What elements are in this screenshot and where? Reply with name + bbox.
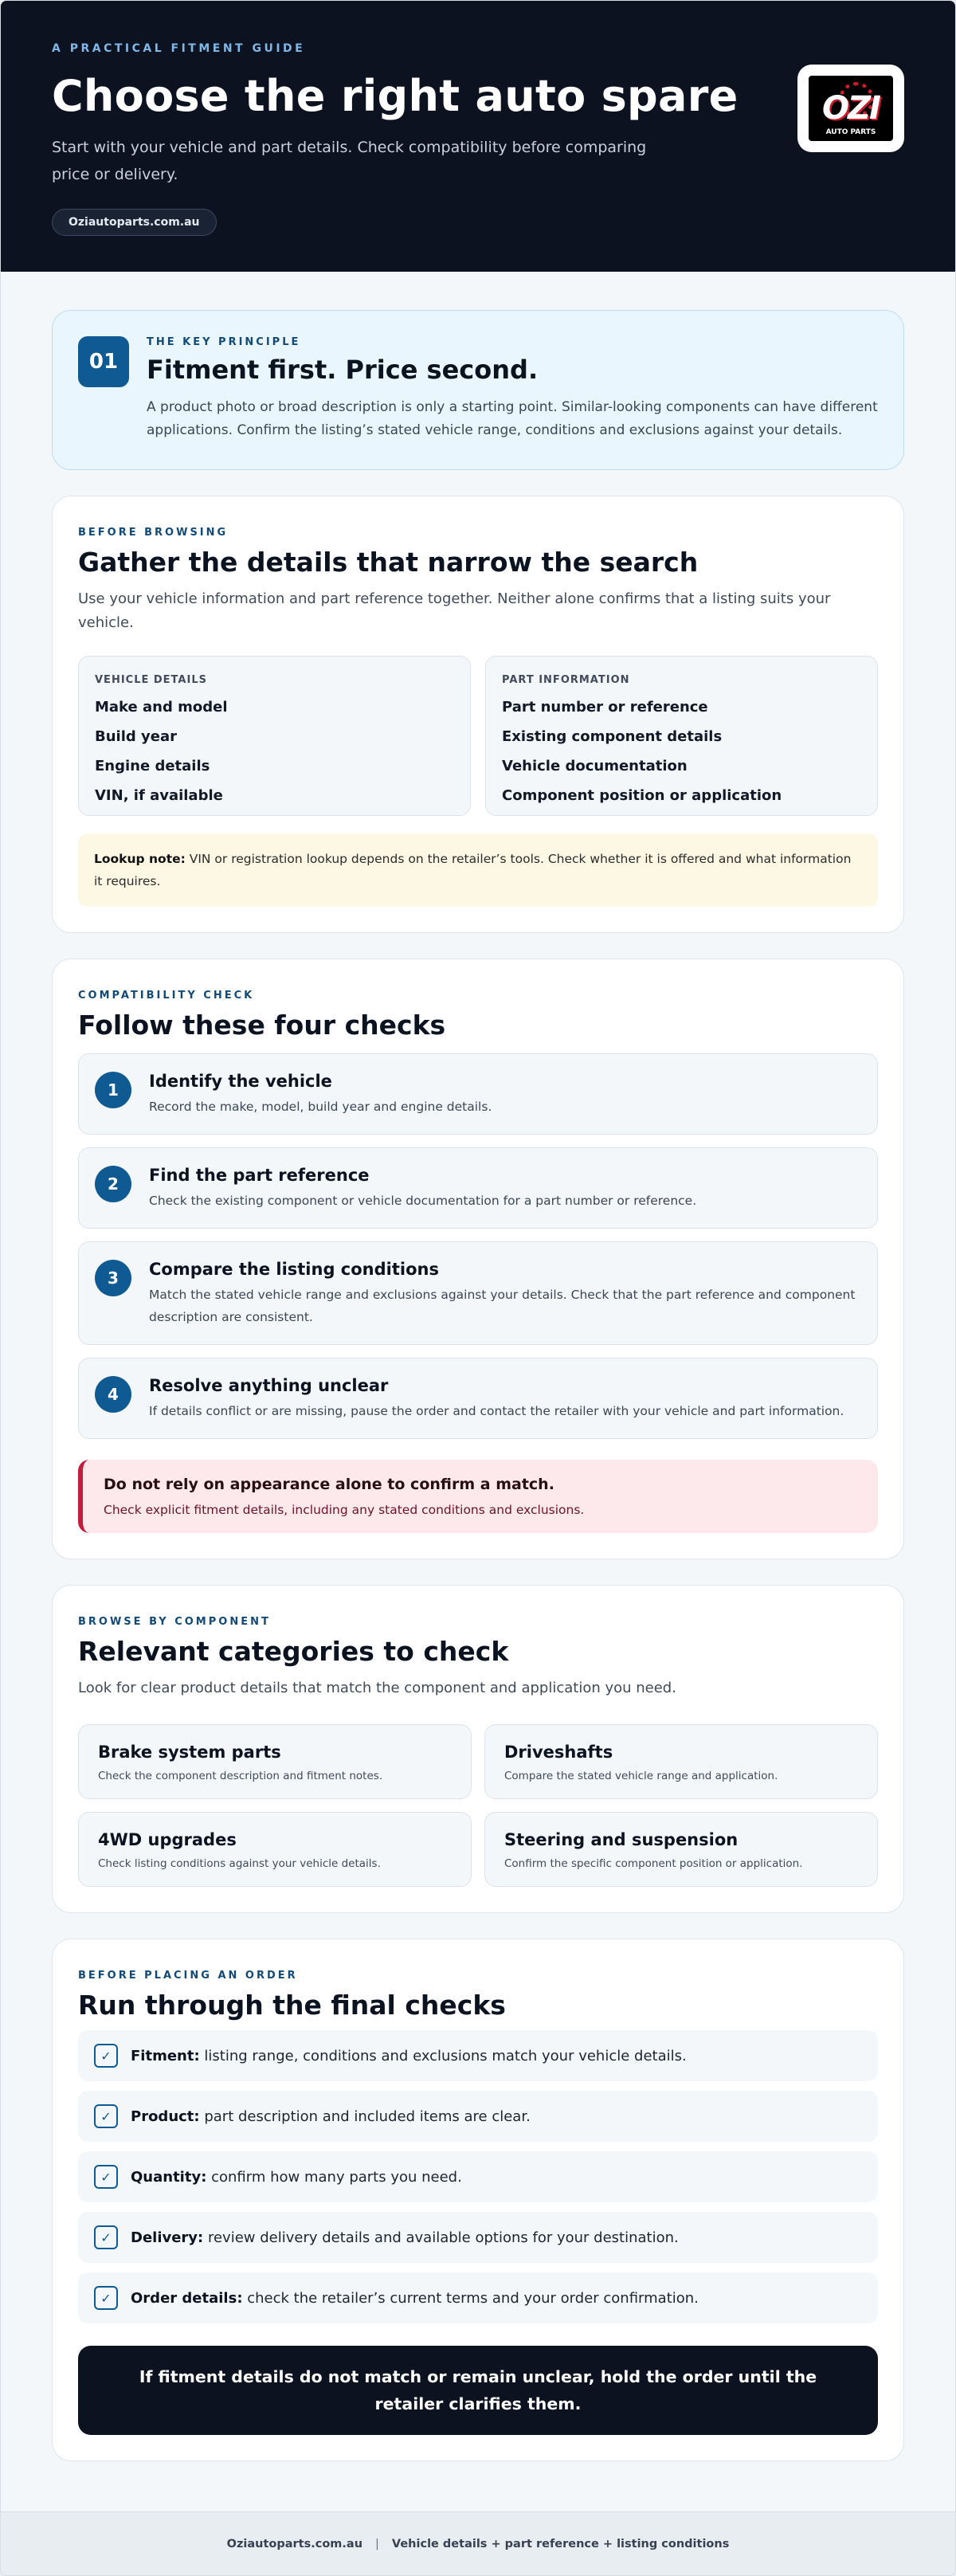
browsing-lead: Use your vehicle information and part reference together. Neither alone confirms that a listing suits your vehicle. [78,590,831,631]
lookup-note [78,833,878,907]
hold-order-banner: If fitment details do not match or remain unclear, hold the order until the retailer clarifies them. [78,2346,878,2435]
check-text [131,2108,531,2125]
domain-badge: Oziautoparts.com.au [52,209,217,236]
categories-lead: Look for clear product details that match the component and application you need. [78,1680,676,1696]
step-number: 3 [95,1260,131,1296]
category-title: Steering and suspension [504,1830,739,1849]
vehicle-details-box [78,656,471,816]
logo-wordmark: OZI [822,90,880,127]
check-label: Fitment: [131,2047,200,2064]
hero-subtitle: Start with your vehicle and part details. Check compatibility before comparing price or delivery. [52,139,647,183]
category-description: Check the component description and fitment notes. [98,1770,383,1782]
check-step [78,1241,878,1345]
details-columns [78,656,878,816]
footer-domain: Oziautoparts.com.au [226,2537,363,2551]
step-description: Record the make, model, build year and engine details. [149,1100,492,1114]
step-description: Check the existing component or vehicle documentation for a part number or reference. [149,1194,697,1208]
check-label: Delivery: [131,2229,204,2246]
hero-header [1,1,955,272]
check-description: part description and included items are clear. [199,2107,531,2125]
category-steering-suspension[interactable] [484,1812,878,1887]
check-text [131,2290,699,2307]
lookup-note-text: VIN or registration lookup depends on the retailer’s tools. Check whether it is offered and what information it requires. [94,852,852,888]
step-body [149,1166,696,1212]
checkbox-icon: ✓ [94,2286,118,2310]
category-description: Compare the stated vehicle range and application. [504,1770,778,1782]
step-number: 1 [95,1072,131,1108]
hero-eyebrow: A PRACTICAL FITMENT GUIDE [52,42,306,55]
check-label: Order details: [131,2289,243,2307]
brand-logo [797,65,904,152]
check-description: check the retailer’s current terms and your order confirmation. [242,2289,699,2307]
step-body [149,1072,492,1118]
check-text [131,2048,687,2064]
check-text [131,2169,462,2186]
category-brake-system[interactable] [78,1724,472,1799]
final-check-item [78,2212,878,2263]
compatibility-check-card [52,959,904,1559]
part-information-title: PART INFORMATION [502,674,630,686]
warning-title: Do not rely on appearance alone to confirm a match. [104,1476,554,1493]
principle-text: A product photo or broad description is only a starting point. Similar-looking components can have different applications. Confirm the listing’s stated vehicle range, conditions and exclusions against your details. [147,399,878,438]
vehicle-detail-item: Engine details [95,758,210,774]
categories-kicker: BROWSE BY COMPONENT [78,1616,271,1628]
category-grid [78,1724,878,1887]
part-info-item: Existing component details [502,728,723,745]
final-kicker: BEFORE PLACING AN ORDER [78,1970,298,1982]
final-title: Run through the final checks [78,1990,506,2021]
check-label: Product: [131,2107,200,2125]
step-title: Compare the listing conditions [149,1260,439,1279]
principle-body [147,336,878,442]
footer-tagline: Vehicle details + part reference + listing conditions [391,2537,730,2551]
category-driveshafts[interactable] [484,1724,878,1799]
category-title: Driveshafts [504,1743,613,1762]
part-info-item: Component position or application [502,787,782,804]
logo-panel [809,76,893,141]
check-step [78,1053,878,1135]
step-description: If details conflict or are missing, pause the order and contact the retailer with your vehicle and part information. [149,1404,844,1418]
category-4wd-upgrades[interactable] [78,1812,472,1887]
check-description: confirm how many parts you need. [206,2168,462,2186]
final-check-item [78,2151,878,2202]
check-step [78,1147,878,1229]
key-principle-card [52,310,904,470]
step-body [149,1376,844,1422]
category-title: Brake system parts [98,1743,281,1762]
step-title: Identify the vehicle [149,1072,332,1091]
vehicle-details-title: VEHICLE DETAILS [95,674,207,686]
step-body [149,1260,860,1328]
final-checks-card [52,1939,904,2461]
category-description: Check listing conditions against your vehicle details. [98,1857,381,1870]
vehicle-detail-item: Make and model [95,699,228,716]
vehicle-detail-item: Build year [95,728,177,745]
checkbox-icon: ✓ [94,2104,118,2128]
lookup-note-label: Lookup note: [94,852,186,866]
part-info-item: Vehicle documentation [502,758,688,774]
category-description: Confirm the specific component position or application. [504,1857,803,1870]
step-number: 4 [95,1376,131,1413]
browsing-kicker: BEFORE BROWSING [78,527,229,539]
categories-card [52,1585,904,1913]
compat-kicker: COMPATIBILITY CHECK [78,990,255,1002]
principle-number-badge: 01 [78,336,129,387]
check-step [78,1358,878,1439]
final-check-item [78,2272,878,2323]
step-number: 2 [95,1166,131,1202]
logo-subtext: AUTO PARTS [825,128,876,136]
checkbox-icon: ✓ [94,2044,118,2068]
checkbox-icon: ✓ [94,2165,118,2189]
footer-separator: | [375,2537,379,2551]
compat-title: Follow these four checks [78,1010,446,1041]
final-check-item [78,2091,878,2142]
step-description: Match the stated vehicle range and exclusions against your details. Check that the part reference and component description are consistent. [149,1288,856,1324]
step-title: Resolve anything unclear [149,1376,389,1395]
part-information-box [485,656,878,816]
main-content [1,272,955,2461]
appearance-warning [78,1460,878,1533]
final-check-item [78,2030,878,2081]
before-browsing-card [52,496,904,933]
check-label: Quantity: [131,2168,207,2186]
principle-title: Fitment first. Price second. [147,355,539,385]
page-title: Choose the right auto spare [52,71,739,121]
check-text [131,2229,679,2246]
check-description: review delivery details and available options for your destination. [203,2229,679,2246]
categories-title: Relevant categories to check [78,1636,509,1667]
part-info-item: Part number or reference [502,699,708,716]
vehicle-detail-item: VIN, if available [95,787,223,804]
checkbox-icon: ✓ [94,2225,118,2249]
page-footer [1,2511,955,2575]
warning-description: Check explicit fitment details, including any stated conditions and exclusions. [104,1503,585,1517]
browsing-title: Gather the details that narrow the search [78,547,699,578]
step-title: Find the part reference [149,1166,370,1185]
principle-kicker: THE KEY PRINCIPLE [147,336,301,348]
check-description: listing range, conditions and exclusions match your vehicle details. [199,2047,687,2064]
category-title: 4WD upgrades [98,1830,237,1849]
